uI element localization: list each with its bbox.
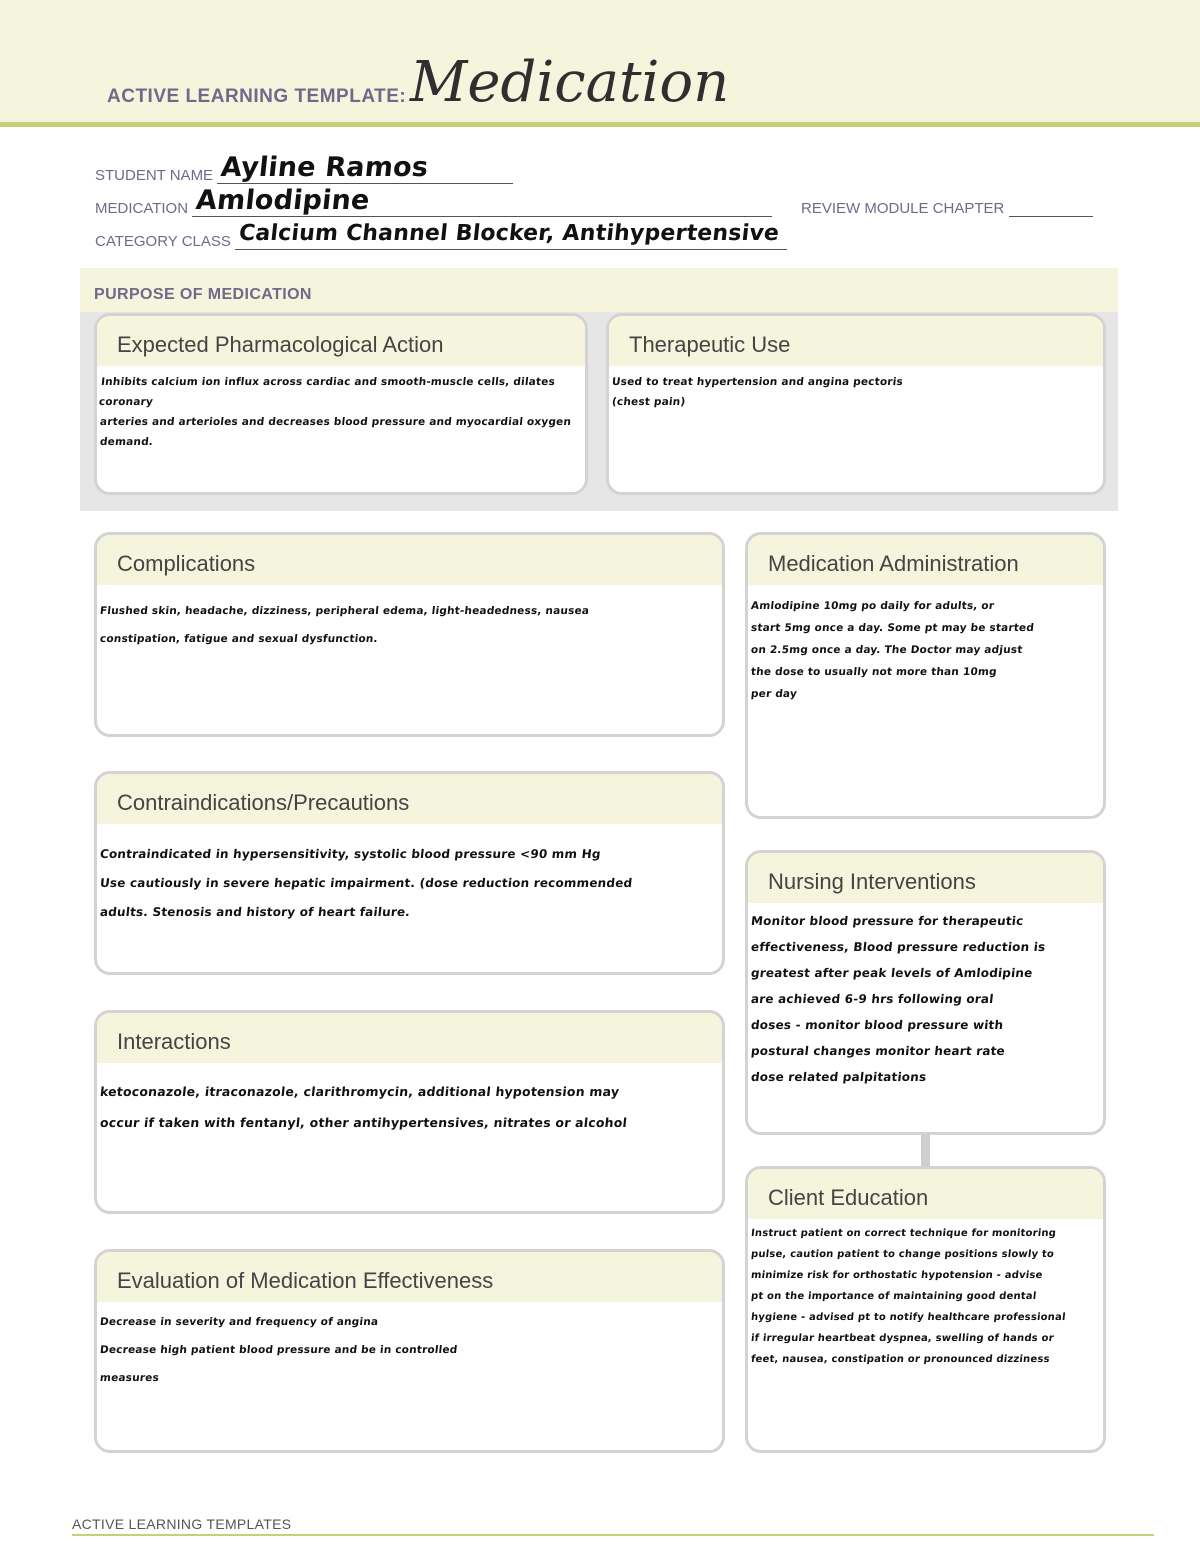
complications-box[interactable] (94, 532, 725, 737)
medication-administration-title: Medication Administration (748, 535, 1103, 585)
medication-administration-line: per day (750, 688, 798, 700)
complications-line: Flushed skin, headache, dizziness, peripheral edema, light-headedness, nausea (99, 605, 590, 617)
therapeutic-use-line: (chest pain) (611, 396, 687, 408)
expected-action-line: Inhibits calcium ion influx across cardiac and smooth-muscle cells, dilates coronary (98, 376, 556, 408)
therapeutic-use-box[interactable] (606, 313, 1106, 495)
interactions-box[interactable] (94, 1010, 725, 1214)
complications-line: constipation, fatigue and sexual dysfunction. (99, 633, 379, 645)
client-education-title: Client Education (748, 1169, 1103, 1219)
contraindications-line: Use cautiously in severe hepatic impairment. (dose reduction recommended (99, 876, 634, 890)
therapeutic-use-line: Used to treat hypertension and angina pectoris (611, 376, 904, 388)
medication-administration-line: start 5mg once a day. Some pt may be started (750, 622, 1035, 634)
nursing-interventions-line: dose related palpitations (750, 1070, 928, 1084)
header-divider (0, 122, 1200, 127)
nursing-interventions-title: Nursing Interventions (748, 853, 1103, 903)
template-label: ACTIVE LEARNING TEMPLATE: (107, 86, 407, 107)
therapeutic-use-body (609, 366, 1103, 412)
complications-body (97, 585, 722, 653)
client-education-line: pulse, caution patient to change positions slowly to (750, 1249, 1055, 1260)
footer-divider (72, 1534, 1154, 1536)
expected-action-body (97, 366, 585, 452)
category-class-row (95, 221, 787, 250)
review-module-row (801, 198, 1093, 217)
medication-administration-line: Amlodipine 10mg po daily for adults, or (750, 600, 995, 612)
nursing-interventions-line: greatest after peak levels of Amlodipine (750, 966, 1034, 980)
therapeutic-use-title: Therapeutic Use (609, 316, 1103, 366)
client-education-line: Instruct patient on correct technique for monitoring (750, 1228, 1057, 1239)
client-education-line: if irregular heartbeat dyspnea, swelling of hands or (750, 1333, 1055, 1344)
evaluation-box[interactable] (94, 1249, 725, 1453)
expected-action-line: arteries and arterioles and decreases blood pressure and myocardial oxygen (99, 416, 572, 428)
nursing-interventions-line: doses - monitor blood pressure with (750, 1018, 1005, 1032)
medication-row (95, 185, 772, 217)
contraindications-title: Contraindications/Precautions (97, 774, 722, 824)
nursing-interventions-line: Monitor blood pressure for therapeutic (750, 914, 1025, 928)
student-name-value: Ayline Ramos (219, 152, 431, 183)
contraindications-body (97, 824, 722, 927)
complications-title: Complications (97, 535, 722, 585)
client-education-line: minimize risk for orthostatic hypotension - advise (750, 1270, 1044, 1281)
category-class-value: Calcium Channel Blocker, Antihypertensive (237, 221, 781, 246)
review-module-label: REVIEW MODULE CHAPTER (801, 200, 1005, 217)
interactions-line: occur if taken with fentanyl, other antihypertensives, nitrates or alcohol (99, 1115, 628, 1130)
medication-administration-line: the dose to usually not more than 10mg (750, 666, 998, 678)
evaluation-line: Decrease high patient blood pressure and be in controlled (99, 1344, 459, 1356)
review-module-field[interactable] (1009, 198, 1093, 217)
contraindications-line: adults. Stenosis and history of heart failure. (99, 905, 411, 919)
client-education-box[interactable] (745, 1166, 1106, 1453)
nursing-interventions-line: are achieved 6-9 hrs following oral (750, 992, 995, 1006)
medication-administration-line: on 2.5mg once a day. The Doctor may adjust (750, 644, 1024, 656)
evaluation-body (97, 1302, 722, 1392)
client-education-line: pt on the importance of maintaining good dental (750, 1291, 1037, 1302)
contraindications-box[interactable] (94, 771, 725, 975)
client-education-line: hygiene - advised pt to notify healthcare professional (750, 1312, 1067, 1323)
expected-action-box[interactable] (94, 313, 588, 495)
nursing-interventions-line: postural changes monitor heart rate (750, 1044, 1006, 1058)
medication-label: MEDICATION (95, 200, 189, 217)
category-class-label: CATEGORY CLASS (95, 233, 231, 250)
interactions-title: Interactions (97, 1013, 722, 1063)
medication-administration-box[interactable] (745, 532, 1106, 819)
nursing-interventions-line: effectiveness, Blood pressure reduction is (750, 940, 1047, 954)
medication-value: Amlodipine (194, 185, 372, 216)
purpose-label: PURPOSE OF MEDICATION (94, 286, 312, 303)
evaluation-title: Evaluation of Medication Effectiveness (97, 1252, 722, 1302)
client-education-line: feet, nausea, constipation or pronounced dizziness (750, 1354, 1051, 1365)
footer-label: ACTIVE LEARNING TEMPLATES (72, 1516, 292, 1532)
evaluation-line: measures (99, 1372, 160, 1384)
medication-field[interactable] (192, 185, 772, 217)
interactions-body (97, 1063, 722, 1139)
medication-administration-body (748, 585, 1103, 705)
interactions-line: ketoconazole, itraconazole, clarithromycin, additional hypotension may (99, 1084, 621, 1099)
evaluation-line: Decrease in severity and frequency of angina (99, 1316, 379, 1328)
contraindications-line: Contraindicated in hypersensitivity, systolic blood pressure <90 mm Hg (99, 847, 602, 861)
expected-action-line: demand. (99, 436, 154, 448)
student-name-label: STUDENT NAME (95, 167, 214, 184)
expected-action-title: Expected Pharmacological Action (97, 316, 585, 366)
student-name-row (95, 152, 513, 184)
box-connector (921, 1134, 930, 1166)
client-education-body (748, 1219, 1103, 1370)
nursing-interventions-body (748, 903, 1103, 1091)
category-class-field[interactable] (235, 221, 787, 250)
nursing-interventions-box[interactable] (745, 850, 1106, 1135)
student-name-field[interactable] (217, 152, 513, 184)
page-title: Medication (410, 50, 730, 115)
